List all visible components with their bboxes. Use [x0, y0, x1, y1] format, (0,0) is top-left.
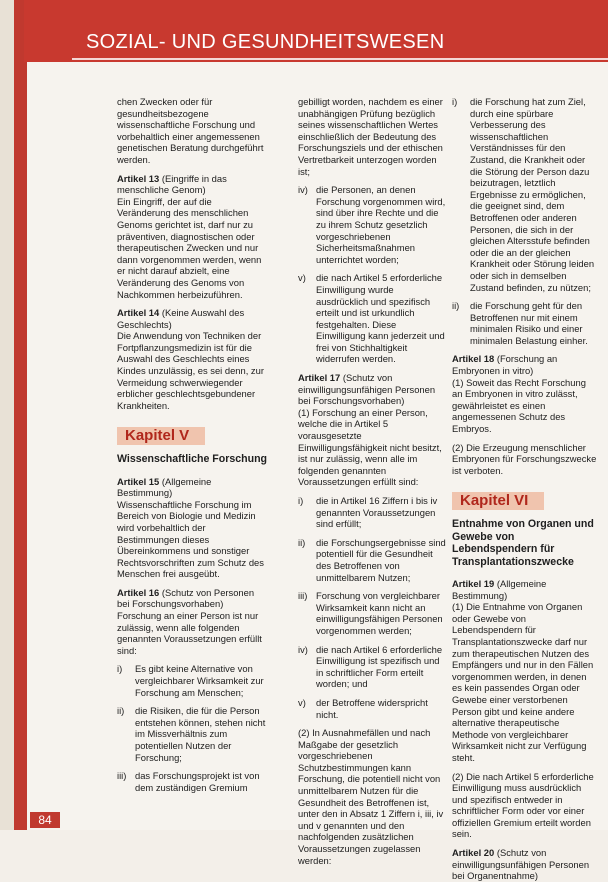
item-text: die Personen, an denen Forschung vorgenommen wird, sind über ihre Rechte und die zu ihrem Schutz gesetzlich vorgeschriebenen Sicherheitsmaßnahmen unterrichtet worden; — [316, 184, 446, 265]
item-text: der Betroffene widerspricht nicht. — [316, 696, 428, 720]
article-number: Artikel 14 — [117, 307, 160, 319]
item-text: das Forschungsprojekt ist von dem zuständigen Gremium — [135, 770, 260, 793]
list-item — [452, 96, 598, 293]
paragraph: Die Anwendung von Techniken der Fortpflanzungsmedizin ist für die Auswahl des Geschlechts eines Kindes unzulässig, es sei denn, zur Vermeidung schwerwiegender erblicher geschlechtsgebundener Krankheiten. — [117, 330, 264, 411]
article-heading — [117, 476, 267, 499]
list-item — [117, 663, 267, 698]
article-heading — [452, 847, 598, 882]
item-number: iv) — [298, 184, 308, 196]
article-number: Artikel 20 — [452, 847, 495, 859]
column-1 — [117, 96, 267, 800]
column-3 — [452, 96, 598, 882]
item-number: ii) — [298, 536, 306, 548]
article-heading — [298, 372, 448, 407]
item-text: die nach Artikel 5 erforderliche Einwilligung wurde ausdrücklich und spezifisch erteilt und ist urkundlich festgehalten. Diese Einwilligung kann jederzeit und frei von Stichhaltigkeit widerrufen werden. — [316, 272, 445, 365]
article-number: Artikel 16 — [117, 586, 160, 598]
article-subtitle: (Allgemeine Bestimmung) — [117, 475, 212, 499]
list-item — [298, 495, 448, 530]
list-item — [298, 272, 448, 365]
chapter-heading: Kapitel VI — [452, 492, 544, 510]
item-text: Es gibt keine Alternative von vergleichbarer Wirksamkeit zur Forschung am Menschen; — [135, 663, 264, 698]
chapter-block — [452, 486, 598, 568]
item-number: v) — [298, 696, 306, 708]
list-item — [298, 537, 448, 583]
page-number: 84 — [30, 812, 60, 828]
red-margin-bar — [14, 0, 27, 830]
column-2 — [298, 96, 448, 873]
paragraph: Wissenschaftliche Forschung im Bereich von Biologie und Medizin wird vorbehaltlich der Bestimmungen dieses Übereinkommens und sonstiger Rechtsvorschriften zum Schutz des Menschen frei ausgeübt. — [117, 498, 264, 580]
item-number: ii) — [452, 300, 460, 312]
article-number: Artikel 19 — [452, 578, 495, 589]
header-rule — [72, 58, 608, 60]
binding-strip — [0, 0, 14, 830]
article-subtitle: (Schutz von Personen bei Forschungsvorhaben) — [117, 586, 255, 610]
chapter-block — [117, 421, 267, 465]
article-subtitle: (Schutz von einwilligungsunfähigen Personen bei Organentnahme) — [452, 847, 590, 882]
article-subtitle: (Keine Auswahl des Geschlechts) — [117, 307, 245, 330]
paragraph: gebilligt worden, nachdem es einer unabhängigen Prüfung bezüglich seines wissenschaftlichen Wertes einschließlich der Bedeutung des Forschungsziels und der ethischen Vertretbarkeit unterzogen worden ist; — [298, 96, 443, 177]
section-title: Entnahme von Organen und Gewebe von Lebendspendern für Transplantationszwecke — [452, 518, 594, 568]
item-number: i) — [117, 663, 123, 675]
article-number: Artikel 17 — [298, 372, 341, 384]
article-subtitle: (Allgemeine Bestimmung) — [452, 578, 547, 601]
article-subtitle: (Eingriffe in das menschliche Genom) — [117, 172, 227, 196]
article-heading — [452, 578, 598, 601]
list-item — [298, 184, 448, 265]
article-heading — [452, 353, 598, 376]
paragraph: (1) Forschung an einer Person, welche die in Artikel 5 vorausgesetzte Einwilligungsfähigkeit nicht besitzt, ist nur zulässig, wenn alle im folgenden genannten Voraussetzungen erfüllt sind: — [298, 406, 442, 488]
article-number: Artikel 13 — [117, 172, 160, 184]
article-subtitle: (Forschung an Embryonen in vitro) — [452, 353, 558, 377]
list-item — [298, 590, 448, 636]
section-header-title: SOZIAL- UND GESUNDHEITSWESEN — [86, 31, 445, 53]
item-text: die nach Artikel 6 erforderliche Einwilligung ist spezifisch und in schriftlicher Form erteilt worden; und — [316, 643, 443, 690]
list-item — [298, 697, 448, 720]
item-text: die Forschung geht für den Betroffenen nur mit einem minimalen Risiko und einer minimalen Belastung einher. — [470, 300, 588, 346]
paragraph: (1) Soweit das Recht Forschung an Embryonen in vitro zulässt, gewährleistet es einen angemessenen Schutz des Embryos. — [452, 376, 586, 435]
paragraph: chen Zwecken oder für gesundheitsbezogene wissenschaftliche Forschung und vorbehaltlich einer angemessenen genetischen Beratung durchgeführt werden. — [117, 96, 264, 165]
item-text: Forschung von vergleichbarer Wirksamkeit kann nicht an einwilligungsfähigen Personen vorgenommen werden; — [316, 590, 443, 636]
article-number: Artikel 18 — [452, 353, 495, 365]
article-heading — [117, 173, 267, 196]
item-number: ii) — [117, 705, 125, 717]
item-number: iii) — [117, 770, 127, 782]
paragraph: (2) Die Erzeugung menschlicher Embryonen für Forschungszwecke ist verboten. — [452, 441, 597, 476]
item-text: die Risiken, die für die Person entstehen können, stehen nicht im Missverhältnis zum potentiellen Nutzen der Forschung; — [135, 705, 266, 763]
list-item — [298, 644, 448, 690]
list-item — [117, 770, 267, 793]
item-text: die Forschung hat zum Ziel, durch eine spürbare Verbesserung des wissenschaftlichen Verständnisses für den Zustand, die Krankheit oder die Störung der Person dazu beizutragen, letztlich Ergebnisse zu ermöglichen, die geeignet sind, dem Betroffenen oder anderen Personen, die sich in der gleichen Altersstufe befinden oder die an der gleichen Krankheit oder Störung leiden oder sich in demselben Zustand befinden, zu nützen; — [470, 96, 595, 293]
list-item — [117, 705, 267, 763]
paragraph: Ein Eingriff, der auf die Veränderung des menschlichen Genoms gerichtet ist, darf nur zu präventiven, diagnostischen oder therapeutischen Zwecken und nur dann vorgenommen werden, wenn er nicht darauf abzielt, eine Veränderung des Genoms von Nachkommen herbeizuführen. — [117, 195, 262, 300]
list-item — [452, 300, 598, 346]
item-number: i) — [298, 495, 304, 506]
chapter-heading: Kapitel V — [117, 427, 205, 445]
article-subtitle: (Schutz von einwilligungsunfähigen Personen bei Forschungsvorhaben) — [298, 372, 436, 407]
paragraph: (1) Die Entnahme von Organen oder Gewebe von Lebendspendern für Transplantationszwecke darf nur zum therapeutischen Nutzen des Empfängers und nur in den Fällen vorgenommen werden, in denen es kein passendes Organ oder Gewebe einer verstorbenen Person gibt und keine andere alternative therapeutische Methode von vergleichbarer Wirksamkeit nicht zur Verfügung steht. — [452, 601, 594, 763]
article-heading — [117, 307, 267, 330]
paragraph: Forschung an einer Person ist nur zulässig, wenn alle folgenden genannten Voraussetzungen erfüllt sind: — [117, 610, 262, 656]
section-title: Wissenschaftliche Forschung — [117, 453, 268, 466]
article-number: Artikel 15 — [117, 475, 160, 487]
paragraph: (2) In Ausnahmefällen und nach Maßgabe der gesetzlich vorgeschriebenen Schutzbestimmungen kann Forschung, die potentiell nicht von unmittelbarem Nutzen für die Gesundheit des Betroffenen ist, unter den in Absatz 1 Ziffern i, iii, iv und v genannten und den nachfolgenden zusätzlichen Voraussetzungen zugelassen werden: — [298, 727, 444, 866]
item-number: i) — [452, 96, 458, 107]
paragraph: (2) Die nach Artikel 5 erforderliche Einwilligung muss ausdrücklich und spezifisch entweder in schriftlicher Form oder vor einer offiziellen Gremium erteilt worden sein. — [452, 770, 594, 840]
item-number: iv) — [298, 643, 308, 655]
item-number: iii) — [298, 590, 308, 602]
item-text: die Forschungsergebnisse sind potentiell für die Gesundheit des Betroffenen von unmittelbarem Nutzen; — [316, 536, 446, 583]
article-heading — [117, 587, 267, 610]
item-number: v) — [298, 272, 306, 284]
item-text: die in Artikel 16 Ziffern i bis iv genannten Voraussetzungen sind erfüllt; — [316, 495, 438, 530]
header-band — [24, 0, 608, 62]
